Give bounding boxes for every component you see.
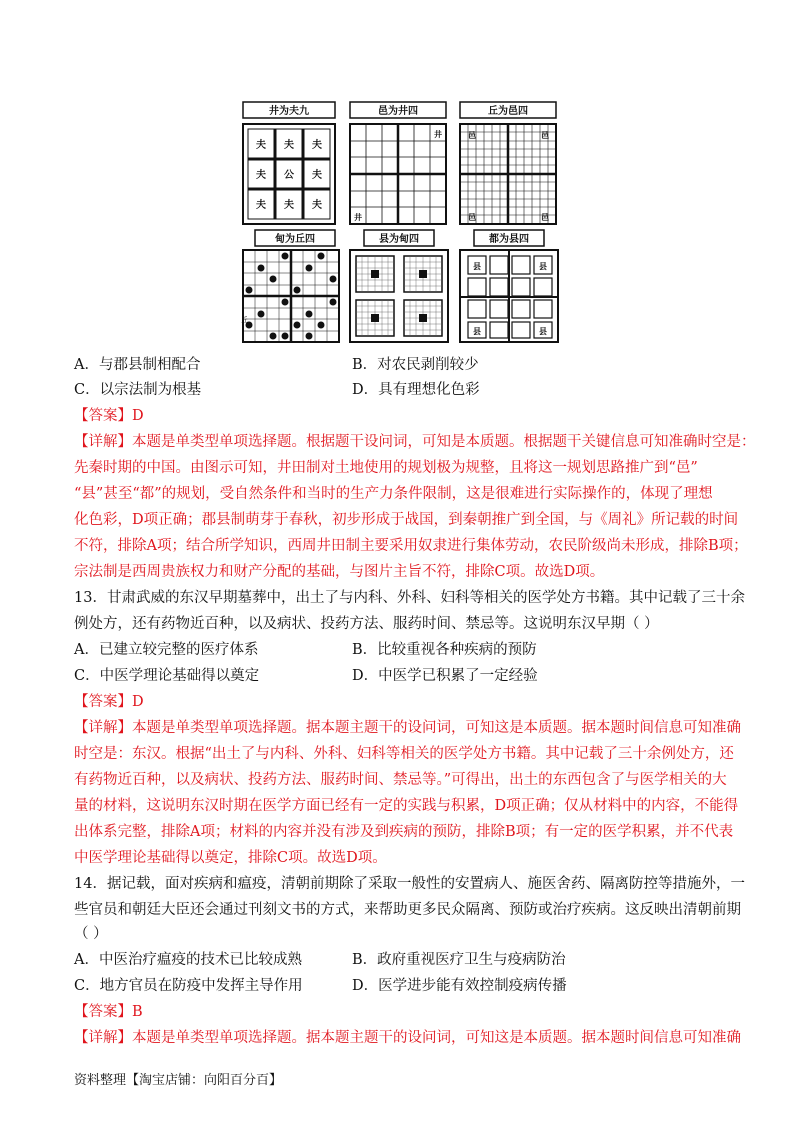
panel-title-2: 邑为井四 [378,106,418,117]
q12-answer: 【答案】D [74,408,144,424]
panel-title-5: 县为甸四 [379,234,419,245]
q14-answer: 【答案】B [74,1004,143,1020]
panel-title-1: 井为夫九 [269,106,309,117]
svg-text:县: 县 [539,327,547,336]
q13-detail-line: 出体系完整，排除A项；材料的内容并没有涉及到疾病的预防，排除B项；有一定的医学积累，并不代表 [74,824,734,840]
q13-detail-line: 中医学理论基础得以奠定，排除C项。故选D项。 [74,850,387,866]
q12-detail-line: 【详解】本题是单类型单项选择题。根据题干设问词，可知是本质题。根据题干关键信息可知准确时空是： [74,434,756,450]
q12-option-a: A．与郡县制相配合 [74,357,201,373]
svg-text:夫: 夫 [312,170,322,181]
q12-option-b: B．对农民剥削较少 [352,357,479,373]
svg-text:公: 公 [284,170,294,181]
panel-title-6: 都为县四 [489,234,529,245]
panel-qiu-wei-yi-si [460,102,556,224]
q12-option-c: C．以宗法制为根基 [74,382,202,398]
q14-stem-line: （ ） [74,926,108,942]
svg-text:夫: 夫 [256,170,266,181]
panel-yi-wei-jing-si [350,102,446,224]
svg-text:夫: 夫 [256,200,266,211]
svg-text:邑: 邑 [468,213,476,222]
q13-detail-line: 【详解】本题是单类型单项选择题。据本题主题干的设问词，可知这是本质题。据本题时间信息可知准确 [74,720,741,736]
well-field-diagram [238,100,568,344]
svg-text:邑: 邑 [468,131,476,140]
q13-answer: 【答案】D [74,694,144,710]
q12-detail-line: “县”甚至“都”的规划，受自然条件和当时的生产力条件限制，这是很难进行实际操作的，体现了理想 [74,486,713,502]
q13-option-b: B．比较重视各种疾病的预防 [352,642,537,658]
q14-detail-line: 【详解】本题是单类型单项选择题。据本题主题干的设问词，可知这是本质题。据本题时间信息可知准确 [74,1030,741,1046]
q14-option-c: C．地方官员在防疫中发挥主导作用 [74,978,303,994]
svg-text:井: 井 [434,130,442,139]
q14-stem-line: 14．据记载，面对疾病和瘟疫，清朝前期除了采取一般性的安置病人、施医舍药、隔离防控等措施外，一 [74,876,745,892]
q13-stem-line: 例处方，还有药物近百种，以及病状、投药方法、服药时间、禁忌等。这说明东汉早期（ ） [74,616,659,632]
panel-jing-wei-fu-jiu [243,102,335,224]
q13-option-c: C．中医学理论基础得以奠定 [74,668,260,684]
svg-text:邑: 邑 [541,131,549,140]
svg-text:夫: 夫 [312,200,322,211]
svg-text:丘: 丘 [241,316,248,324]
svg-text:县: 县 [473,262,481,271]
q12-detail-line: 不符，排除A项；结合所学知识，西周井田制主要采用奴隶进行集体劳动，农民阶级尚未形成，排除B项； [74,538,748,554]
panel-xian-wei-dian-si [350,230,448,342]
q14-option-d: D．医学进步能有效控制疫病传播 [352,978,567,994]
q12-detail-line: 先秦时期的中国。由图示可知，井田制对土地使用的规划极为规整，且将这一规划思路推广到“邑” [74,460,698,476]
q14-option-b: B．政府重视医疗卫生与疫病防治 [352,952,566,968]
svg-text:县: 县 [473,327,481,336]
q12-detail-line: 宗法制是西周贵族权力和财产分配的基础，与图片主旨不符，排除C项。故选D项。 [74,564,605,580]
q13-detail-line: 有药物近百种，以及病状、投药方法、服药时间、禁忌等。”可得出，出土的东西包含了与医学相关的大 [74,772,727,788]
q12-detail-line: 化色彩，D项正确；郡县制萌芽于春秋，初步形成于战国，到秦朝推广到全国，与《周礼》所记载的时间 [74,512,739,528]
q14-stem-line: 些官员和朝廷大臣还会通过刊刻文书的方式，来帮助更多民众隔离、预防或治疗疾病。这反映出清朝前期 [74,902,741,918]
svg-text:井: 井 [354,213,362,222]
q13-stem-line: 13．甘肃武威的东汉早期墓葬中，出土了与内科、外科、妇科等相关的医学处方书籍。其中记载了三十余 [74,590,745,606]
q13-option-a: A．已建立较完整的医疗体系 [74,642,259,658]
panel-title-3: 丘为邑四 [488,106,528,117]
panel-du-wei-xian-si [460,230,558,342]
svg-text:夫: 夫 [256,140,266,151]
q14-option-a: A．中医治疗瘟疫的技术已比较成熟 [74,952,302,968]
svg-text:夫: 夫 [284,140,294,151]
q13-detail-line: 量的材料，这说明东汉时期在医学方面已经有一定的实践与积累，D项正确；仅从材料中的内容，不能得 [74,798,739,814]
q13-option-d: D．中医学已积累了一定经验 [352,668,538,684]
q13-detail-line: 时空是：东汉。根据“出土了与内科、外科、妇科等相关的医学处方书籍。其中记载了三十余例处方，还 [74,746,734,762]
q12-option-d: D．具有理想化色彩 [352,382,480,398]
svg-text:邑: 邑 [541,213,549,222]
page-footer: 资料整理【淘宝店铺：向阳百分百】 [74,1073,283,1088]
svg-text:县: 县 [539,262,547,271]
svg-text:夫: 夫 [312,140,322,151]
panel-title-4: 甸为丘四 [275,234,315,245]
panel-dian-wei-qiu-si [241,230,339,342]
svg-text:夫: 夫 [284,200,294,211]
